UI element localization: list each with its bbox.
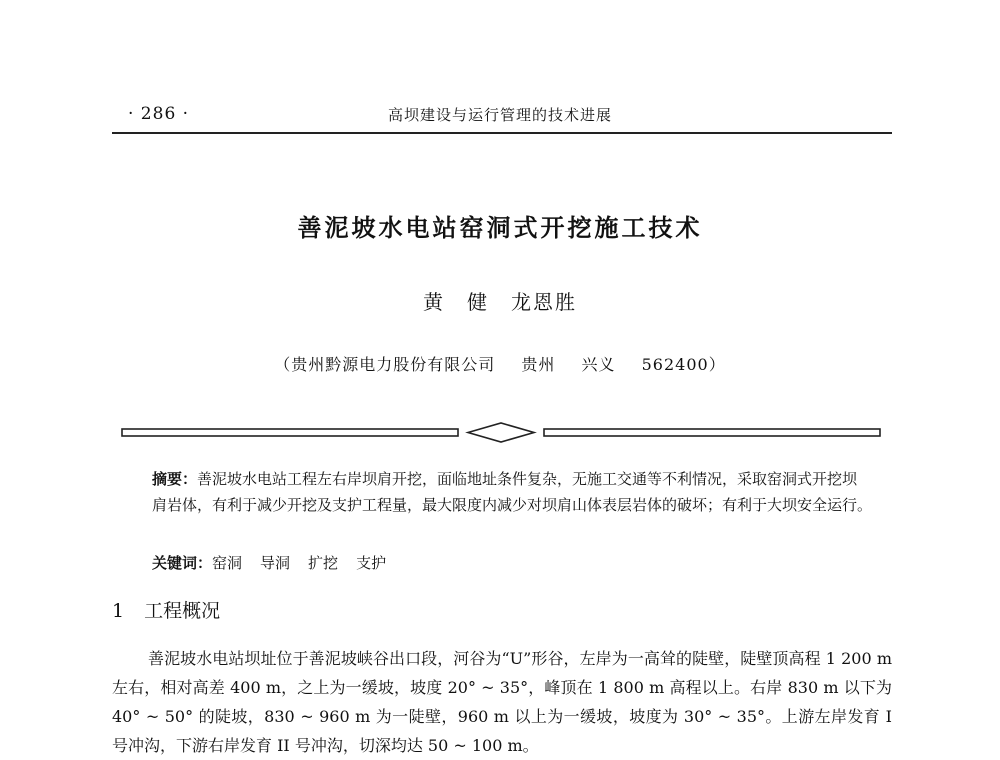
article-authors: 黄 健 龙恩胜 xyxy=(423,290,577,314)
article-title: 善泥坡水电站窑洞式开挖施工技术 xyxy=(297,214,703,242)
page-number: · 286 · xyxy=(128,104,190,124)
running-title: 高坝建设与运行管理的技术进展 xyxy=(387,106,612,124)
keyword-item: 扩挖 xyxy=(308,554,339,572)
section-number: 1 xyxy=(112,600,125,622)
diamond-ornament xyxy=(468,423,534,442)
section-title: 工程概况 xyxy=(144,600,221,622)
affiliation-org: （贵州黔源电力股份有限公司 xyxy=(274,355,496,374)
title-divider xyxy=(120,420,884,446)
keyword-item: 支护 xyxy=(356,554,387,572)
affiliation-province: 贵州 xyxy=(521,355,556,374)
abstract-label: 摘要： xyxy=(152,470,198,488)
header-rule xyxy=(112,132,892,134)
abstract-text: 善泥坡水电站工程左右岸坝肩开挖，面临地址条件复杂，无施工交通等不利情况，采取窑洞式开挖坝肩岩体，有利于减少开挖及支护工程量，最大限度内减少对坝肩山体表层岩体的破坏；有利于大坝安全运行。 xyxy=(152,470,873,514)
article-affiliation xyxy=(0,352,1000,375)
section-heading xyxy=(112,596,220,623)
keyword-item: 窑洞 xyxy=(212,554,243,572)
keywords xyxy=(152,552,872,573)
keyword-item: 导洞 xyxy=(260,554,291,572)
affiliation-city: 兴义 xyxy=(581,355,616,374)
keywords-label: 关键词： xyxy=(152,554,213,572)
abstract xyxy=(152,466,872,518)
affiliation-postcode: 562400） xyxy=(641,355,726,374)
body-paragraph: 善泥坡水电站坝址位于善泥坡峡谷出口段，河谷为“U”形谷，左岸为一高耸的陡壁，陡壁顶高程 1 200 m 左右，相对高差 400 m，之上为一缓坡，坡度 20° ~ 35°，峰顶在 1 800 m 高程以上。右岸 830 m 以下为 40° ~ 50° 的陡坡，830 ~ 960 m 为一陡壁，960 m 以上为一缓坡，坡度为 30° ~ 35°。上游左岸发育 I 号冲沟，下游右岸发育 II 号冲沟，切深均达 50 ~ 100 m。 xyxy=(112,649,892,755)
